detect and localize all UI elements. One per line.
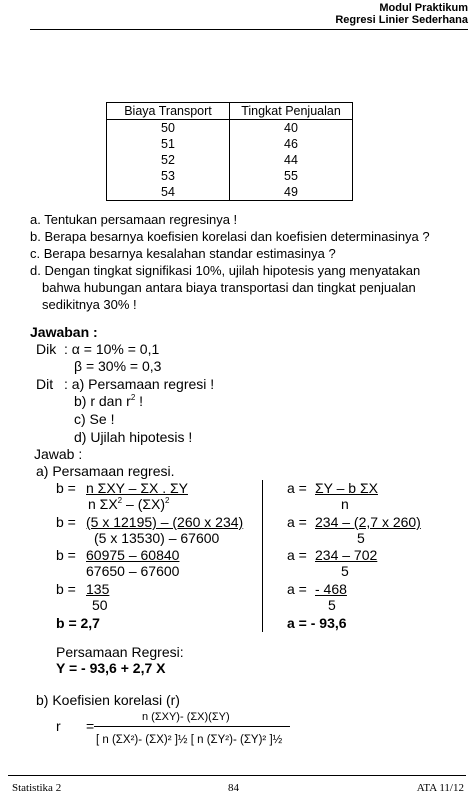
a-denominator: n	[341, 496, 349, 512]
dit-item-d: d) Ujilah hipotesis !	[74, 429, 193, 445]
dit-item-a: : a) Persamaan regresi !	[64, 376, 215, 392]
b-denominator: n $\Sigma X^2 - (\Sigma X)^2$	[88, 496, 170, 512]
table-cell: 51	[107, 136, 230, 152]
column-divider	[262, 480, 263, 632]
a-equals-4: a =	[287, 581, 307, 597]
b-denominator-2: (5 x 13530) – 67600	[94, 530, 220, 546]
table-cell: 52	[107, 152, 230, 168]
dik-beta: β = 30% = 0,3	[74, 358, 162, 374]
a-denominator-3: 5	[341, 563, 349, 579]
dit-item-c: c) Se !	[74, 411, 115, 427]
question-a: a. Tentukan persamaan regresinya !	[30, 212, 238, 227]
table-cell: 53	[107, 168, 230, 184]
table-row	[107, 184, 353, 201]
table-cell: 49	[230, 184, 353, 201]
b-numerator: n ΣXY – ΣX . ΣY	[86, 480, 188, 496]
data-table	[106, 102, 353, 201]
dit-label: Dit	[36, 376, 54, 392]
dik-label: Dik	[36, 341, 57, 357]
a-numerator-4: - 468	[315, 581, 347, 597]
b-denominator-4: 50	[92, 597, 108, 613]
table-cell: 46	[230, 136, 353, 152]
regression-equation: Y = - 93,6 + 2,7 X	[56, 660, 166, 676]
a-result: a = - 93,6	[287, 615, 347, 631]
answer-title: Jawaban :	[30, 324, 98, 340]
b-numerator-2: (5 x 12195) – (260 x 234)	[86, 514, 244, 530]
a-numerator-2: 234 – (2,7 x 260)	[315, 514, 421, 530]
header-module-title: Modul Praktikum	[379, 2, 468, 14]
table-header-row	[107, 103, 353, 120]
a-equals: a =	[287, 480, 307, 496]
b-equals: b =	[56, 480, 76, 496]
b-equals-2: b =	[56, 514, 76, 530]
question-c: c. Berapa besarnya kesalahan standar estimasinya ?	[30, 246, 336, 261]
header-rule	[30, 29, 468, 30]
table-row	[107, 152, 353, 168]
table-row	[107, 168, 353, 184]
question-d-line2: bahwa hubungan antara biaya transportasi dan tingkat penjualan	[42, 280, 416, 295]
question-d-line1: d. Dengan tingkat signifikasi 10%, ujilah hipotesis yang menyatakan	[30, 263, 421, 278]
table-cell: 40	[230, 120, 353, 137]
section-a-title: a) Persamaan regresi.	[36, 463, 175, 479]
a-numerator: ΣY – b ΣX	[315, 480, 378, 496]
question-d-line3: sedikitnya 30% !	[42, 297, 137, 312]
a-equals-2: a =	[287, 514, 307, 530]
r-label: r	[56, 718, 61, 734]
dit-item-b: b) r dan $r^2$ !	[74, 393, 144, 409]
table-cell: 44	[230, 152, 353, 168]
header-module-subtitle: Regresi Linier Sederhana	[335, 14, 468, 26]
table-cell: 55	[230, 168, 353, 184]
table-cell: 54	[107, 184, 230, 201]
section-b-title: b) Koefisien korelasi (r)	[36, 692, 180, 708]
footer-rule	[8, 775, 466, 776]
footer-left: Statistika 2	[12, 782, 62, 794]
r-denominator: [ n (ΣX²)- (ΣX)² ]½ [ n (ΣY²)- (ΣY)² ]½	[96, 734, 283, 746]
footer-right: ATA 11/12	[416, 782, 464, 794]
table-row	[107, 136, 353, 152]
r-equals: =	[86, 718, 95, 734]
table-cell: 50	[107, 120, 230, 137]
table-row	[107, 120, 353, 137]
question-b: b. Berapa besarnya koefisien korelasi dan koefisien determinasinya ?	[30, 229, 430, 244]
r-numerator: n (ΣXY)- (ΣX)(ΣY)	[142, 711, 230, 723]
r-fraction-bar	[94, 726, 290, 727]
dik-alpha: : α = 10% = 0,1	[64, 341, 160, 357]
jawab-label: Jawab :	[34, 446, 83, 462]
b-denominator-3: 67650 – 67600	[86, 563, 180, 579]
a-equals-3: a =	[287, 547, 307, 563]
b-numerator-4: 135	[86, 581, 110, 597]
b-numerator-3: 60975 – 60840	[86, 547, 180, 563]
b-result: b = 2,7	[56, 615, 100, 631]
b-equals-4: b =	[56, 581, 76, 597]
a-numerator-3: 234 – 702	[315, 547, 378, 563]
column-header: Tingkat Penjualan	[230, 103, 353, 120]
a-denominator-2: 5	[357, 530, 365, 546]
page-number: 84	[228, 782, 239, 794]
a-denominator-4: 5	[328, 597, 336, 613]
regression-label: Persamaan Regresi:	[56, 644, 184, 660]
column-header: Biaya Transport	[107, 103, 230, 120]
b-equals-3: b =	[56, 547, 76, 563]
